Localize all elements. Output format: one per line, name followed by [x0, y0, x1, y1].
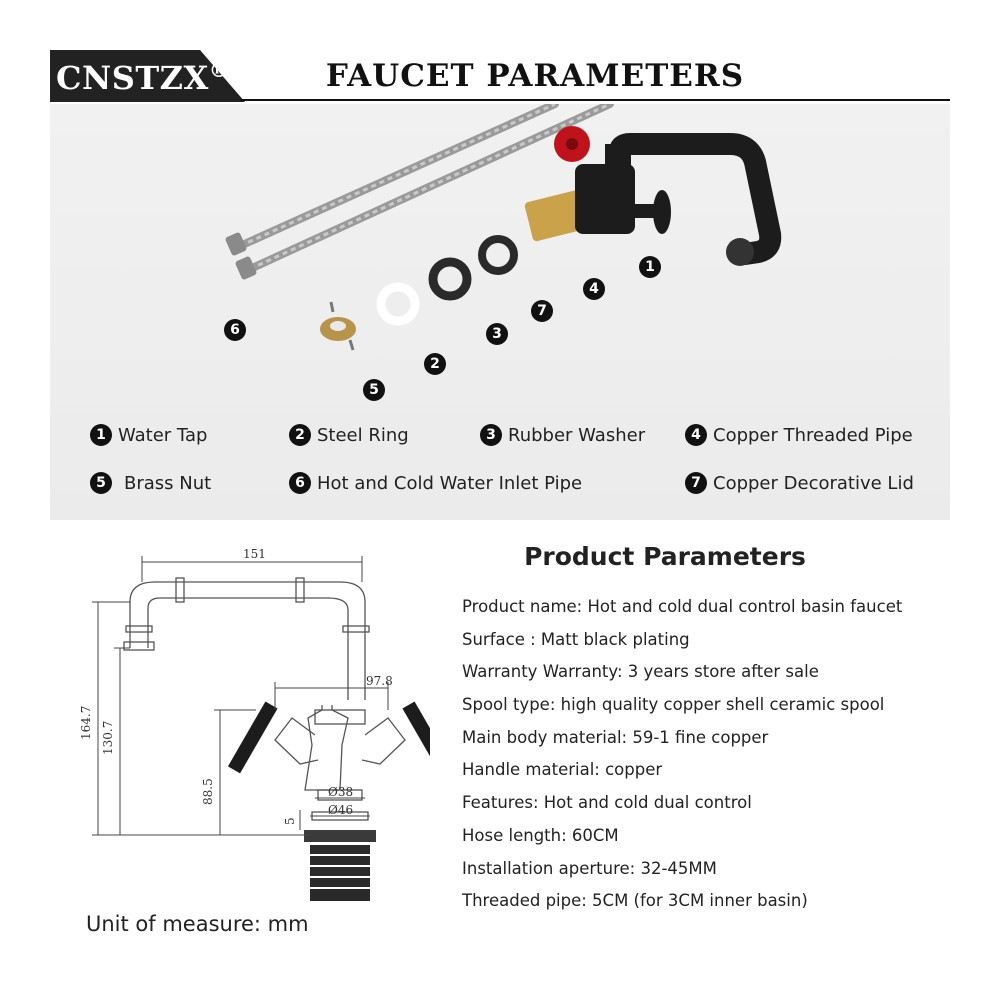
- legend-item-brass-nut: [90, 472, 211, 494]
- callout-6: 6: [224, 319, 246, 341]
- dim-5: 5: [283, 817, 297, 825]
- legend-number: 4: [685, 424, 707, 446]
- parts-illustration: [50, 104, 950, 520]
- dim-97-8: 97.8: [366, 674, 393, 688]
- legend-number: 6: [289, 472, 311, 494]
- param-spool-type: Spool type: high quality copper shell ceramic spool: [462, 695, 885, 715]
- water-tap-image: [524, 126, 770, 266]
- inlet-hoses: [225, 104, 610, 280]
- brass-nut-image: [320, 302, 356, 350]
- param-installation-aperture: Installation aperture: 32-45MM: [462, 858, 717, 878]
- threaded-base: [304, 830, 376, 901]
- legend-label: Steel Ring: [317, 424, 409, 446]
- callout-3: 3: [486, 323, 508, 345]
- param-body-material: Main body material: 59-1 fine copper: [462, 727, 769, 747]
- param-product-name: Product name: Hot and cold dual control basin faucet: [462, 597, 903, 616]
- param-warranty: Warranty Warranty: 3 years store after sale: [462, 662, 819, 682]
- brand-name: CNSTZX®: [56, 58, 230, 97]
- parts-panel: [50, 104, 950, 520]
- legend-item-decorative-lid: [685, 472, 914, 494]
- legend-label: Copper Decorative Lid: [713, 472, 914, 494]
- left-handle: [228, 701, 278, 773]
- callout-7: 7: [531, 300, 553, 322]
- param-hose-length: Hose length: 60CM: [462, 825, 619, 845]
- unit-note: Unit of measure: mm: [86, 912, 309, 936]
- dim-130-7: 130.7: [101, 720, 115, 755]
- legend-item-water-tap: [90, 424, 207, 446]
- legend-number: 7: [685, 472, 707, 494]
- dim-diameter-38: Ø38: [328, 785, 354, 799]
- steel-ring-image: [381, 287, 415, 321]
- callout-2: 2: [424, 353, 446, 375]
- legend-item-steel-ring: [289, 424, 409, 446]
- washer-1: [482, 239, 514, 271]
- washer-2: [433, 262, 467, 296]
- param-surface: Surface : Matt black plating: [462, 629, 690, 649]
- header-divider: [240, 99, 950, 101]
- callout-5: 5: [363, 379, 385, 401]
- page-title: FAUCET PARAMETERS: [325, 58, 745, 94]
- legend-number: 1: [90, 424, 112, 446]
- brand-logo: [50, 50, 245, 102]
- legend-label: Hot and Cold Water Inlet Pipe: [317, 472, 583, 494]
- right-handle: [402, 701, 430, 773]
- legend-label: Copper Threaded Pipe: [713, 424, 913, 446]
- dimension-drawing: [60, 540, 430, 910]
- callout-1: 1: [639, 256, 661, 278]
- dim-164-7: 164.7: [79, 705, 93, 740]
- dim-88-5: 88.5: [201, 778, 215, 805]
- legend-item-inlet-pipe: [289, 472, 582, 494]
- dim-151: 151: [243, 547, 266, 561]
- legend-item-copper-threaded-pipe: [685, 424, 913, 446]
- param-handle-material: Handle material: copper: [462, 760, 663, 780]
- params-title: Product Parameters: [524, 542, 806, 571]
- params-list: [462, 595, 902, 922]
- legend-number: 3: [480, 424, 502, 446]
- param-features: Features: Hot and cold dual control: [462, 793, 752, 813]
- legend-number: 2: [289, 424, 311, 446]
- legend-label: Water Tap: [118, 424, 208, 446]
- legend-label: Brass Nut: [124, 472, 212, 494]
- spout-outline: [130, 582, 365, 700]
- callout-4: 4: [583, 278, 605, 300]
- legend-item-rubber-washer: [480, 424, 645, 446]
- dim-diameter-46: Ø46: [328, 803, 354, 817]
- legend-label: Rubber Washer: [508, 424, 646, 446]
- legend-number: 5: [90, 472, 112, 494]
- param-threaded-pipe: Threaded pipe: 5CM (for 3CM inner basin): [462, 891, 808, 911]
